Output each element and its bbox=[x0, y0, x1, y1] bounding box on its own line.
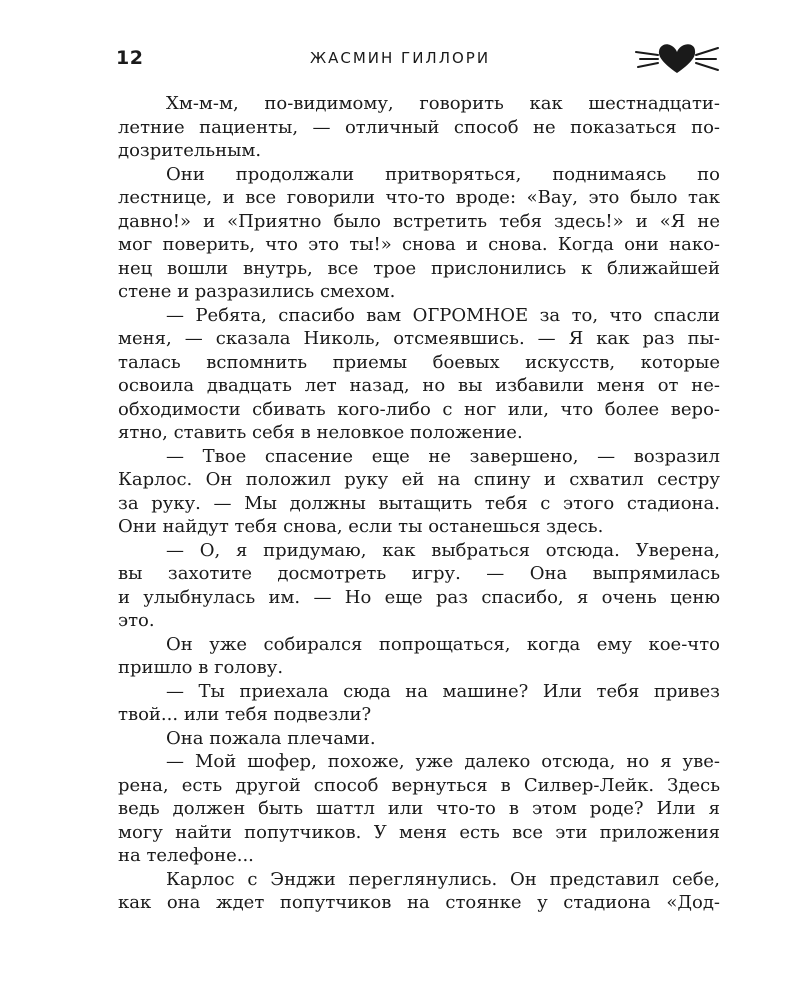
text-line: ведь должен быть шаттл или что-то в этом роде? Или я bbox=[118, 798, 720, 819]
text-line: — Ребята, спасибо вам ОГРОМНОЕ за то, что спасли bbox=[166, 304, 720, 326]
text-line: Карлос с Энджи переглянулись. Он представил себе, bbox=[166, 868, 720, 890]
text-line: меня, — сказала Николь, отсмеявшись. — Я как раз пы- bbox=[118, 328, 720, 349]
text-line: — Мой шофер, похоже, уже далеко отсюда, но я уве- bbox=[166, 751, 720, 772]
running-title: ЖАСМИН ГИЛЛОРИ bbox=[309, 49, 491, 67]
text-line: мог поверить, что это ты!» снова и снова. Когда они нако- bbox=[118, 234, 720, 255]
text-line: Карлос. Он положил руку ей на спину и схватил сестру bbox=[118, 469, 720, 490]
text-line: талась вспомнить приемы боевых искусств, которые bbox=[118, 351, 720, 373]
text-line: вы захотите досмотреть игру. — Она выпрямилась bbox=[118, 563, 720, 584]
text-line: ятно, ставить себя в неловкое положение. bbox=[118, 422, 523, 443]
page-header bbox=[0, 0, 800, 90]
text-line: Они найдут тебя снова, если ты останешься здесь. bbox=[118, 516, 604, 537]
body-text bbox=[118, 92, 720, 915]
text-line: — Твое спасение еще не завершено, — возразил bbox=[166, 445, 720, 467]
text-line: Они продолжали притворяться, поднимаясь по bbox=[166, 163, 720, 185]
text-line: летние пациенты, — отличный способ не показаться по- bbox=[118, 116, 720, 138]
text-line: — О, я придумаю, как выбраться отсюда. Уверена, bbox=[166, 539, 720, 561]
text-line: стене и разразились смехом. bbox=[118, 281, 396, 302]
text-line: пришло в голову. bbox=[118, 657, 284, 678]
text-line: Она пожала плечами. bbox=[166, 727, 376, 749]
text-line: это. bbox=[118, 610, 155, 631]
text-line: могу найти попутчиков. У меня есть все эти приложения bbox=[118, 821, 720, 843]
text-line: давно!» и «Приятно было встретить тебя здесь!» и «Я не bbox=[118, 210, 720, 232]
text-line: твой... или тебя подвезли? bbox=[118, 704, 372, 725]
text-line: рена, есть другой способ вернуться в Силвер-Лейк. Здесь bbox=[118, 774, 720, 796]
text-line: освоила двадцать лет назад, но вы избавили меня от не- bbox=[118, 375, 720, 396]
text-line: как она ждет попутчиков на стоянке у стадиона «Дод- bbox=[118, 892, 720, 913]
text-line: Хм-м-м, по-видимому, говорить как шестнадцати- bbox=[166, 93, 720, 114]
text-line: Он уже собирался попрощаться, когда ему кое-что bbox=[166, 633, 720, 655]
text-line: за руку. — Мы должны вытащить тебя с этого стадиона. bbox=[118, 492, 720, 514]
text-line: — Ты приехала сюда на машине? Или тебя привез bbox=[166, 680, 720, 702]
page-number: 12 bbox=[116, 47, 144, 69]
heart-with-whiskers-icon bbox=[634, 40, 720, 76]
text-line: на телефоне... bbox=[118, 845, 254, 866]
text-line: обходимости сбивать кого-либо с ног или, что более веро- bbox=[118, 398, 720, 420]
text-line: дозрительным. bbox=[118, 140, 262, 161]
text-line: нец вошли внутрь, все трое прислонились к ближайшей bbox=[118, 257, 720, 279]
text-line: и улыбнулась им. — Но еще раз спасибо, я очень ценю bbox=[118, 586, 720, 608]
text-line: лестнице, и все говорили что-то вроде: «Вау, это было так bbox=[118, 187, 720, 208]
